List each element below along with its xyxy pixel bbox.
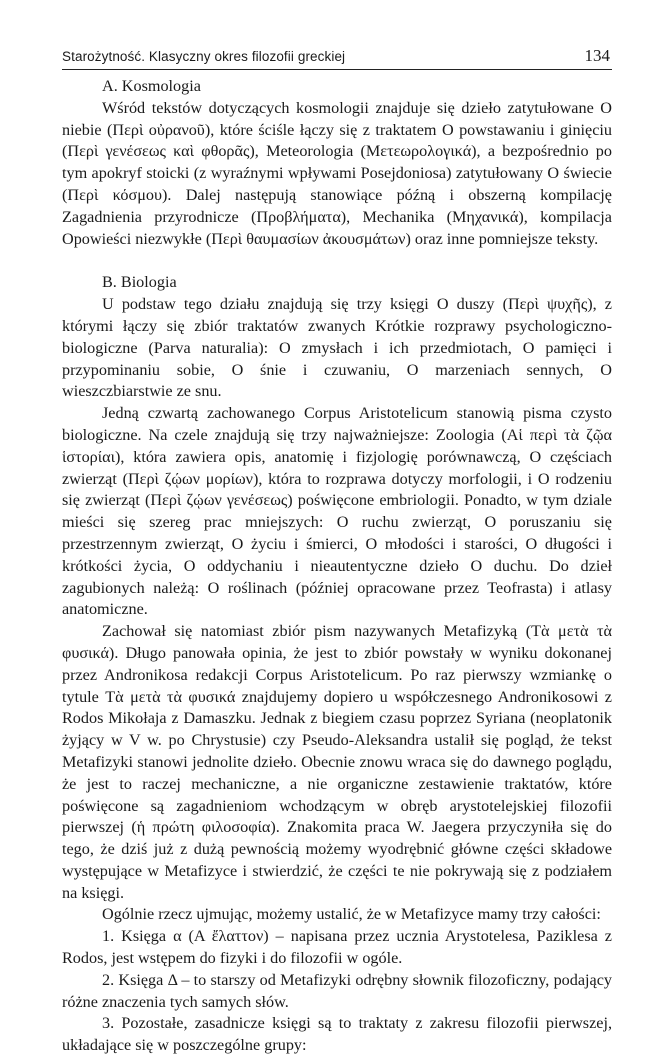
paragraph: Zachował się natomiast zbiór pism nazywanych Metafizyką (Τὰ μετὰ τὰ φυσικά). Długo panowała opinia, że jest to zbiór powstały w wyniku dokonanej przez Andronikosa redakcji Corpus Aristotelicum. Po raz pierwszy wzmiankę o tytule Τὰ μετὰ τὰ φυσικά znajdujemy dopiero u współczesnego Andronikosowi z Rodos Mikołaja z Damaszku. Jednak z biegiem czasu poprzez Syriana (neoplatonik żyjący w V w. po Chrystusie) czy Pseudo-Aleksandra ustalił się pogląd, że tekst Metafizyki stanowi jednolite dzieło. Obecnie znowu wraca się do dawnego poglądu, że jest to raczej mechaniczne, a nie organiczne zestawienie traktatów, które poświęcone są zagadnieniom wchodzącym w obręb arystotelejskiej filozofii pierwszej (ἡ πρώτη φιλοσοφία). Znakomita praca W. Jaegera przyczyniła się do tego, że dziś już z dużą pewnością możemy wyodrębnić główne części składowe występujące w Metafizyce i stwierdzić, że części te nie pokrywają się z podziałem na księgi.	[62, 622, 612, 902]
running-head	[62, 46, 610, 69]
metaphysics-list	[62, 926, 612, 1057]
list-item: 2. Księga Δ – to starszy od Metafizyki odrębny słownik filozoficzny, podający różne znaczenia tych samych słów.	[62, 970, 612, 1011]
section-gap	[62, 250, 612, 272]
body-text	[62, 76, 612, 1057]
paragraph: Jedną czwartą zachowanego Corpus Aristotelicum stanowią pisma czysto biologiczne. Na czele znajdują się trzy najważniejsze: Zoologia (Αἱ περὶ τὰ ζῷα ἱστορίαι), która zawiera opis, anatomię i fizjologię porównawczą, O częściach zwierząt (Περὶ ζῴων μορίων), która to rozprawa dotyczy morfologii, i O rodzeniu się zwierząt (Περὶ ζῴων γενέσεως) poświęcone embriologii. Ponadto, w tym dziale mieści się szereg prac mniejszych: O ruchu zwierząt, O poruszaniu się przestrzennym zwierząt, O życiu i śmierci, O młodości i starości, O długości i krótkości życia, O oddychaniu i nieautentyczne dzieło O duchu. Do dzieł zagubionych należą: O roślinach (później opracowane przez Teofrasta) i atlasy anatomiczne.	[62, 404, 612, 619]
page-number: 134	[584, 46, 610, 65]
header-rule	[62, 69, 612, 70]
section-heading-kosmologia: A. Kosmologia	[102, 77, 201, 95]
paragraph: Wśród tekstów dotyczących kosmologii znajduje się dzieło zatytułowane O niebie (Περὶ οὐρανοῦ), które ściśle łączy się z traktatem O powstawaniu i ginięciu (Περὶ γενέσεως καὶ φθορᾶς), Meteorologia (Μετεωρολογικά), a bezpośrednio po tym apokryf stoicki (z wyraźnymi wpływami Posejdoniosa) zatytułowany O świecie (Περὶ κόσμου). Dalej następują stanowiące późną i obszerną kompilację Zagadnienia przyrodnicze (Προβλήματα), Mechanika (Μηχανικά), kompilacja Opowieści niezwykłe (Περὶ θαυμασίων ἀκουσμάτων) oraz inne pomniejsze teksty.	[62, 98, 612, 248]
list-item: 3. Pozostałe, zasadnicze księgi są to traktaty z zakresu filozofii pierwszej, układające się w poszczególne grupy:	[62, 1014, 612, 1055]
running-head-title: Starożytność. Klasyczny okres filozofii greckiej	[62, 49, 346, 64]
paragraph: U podstaw tego działu znajdują się trzy księgi O duszy (Περὶ ψυχῆς), z którymi łączy się zbiór traktatów zwanych Krótkie rozprawy psychologiczno-biologiczne (Parva naturalia): O zmysłach i ich przedmiotach, O pamięci i przypominaniu sobie, O śnie i czuwaniu, O marzeniach sennych, O wieszczbiarstwie ze snu.	[62, 295, 612, 401]
list-item: 1. Księga α (A ἔλαττον) – napisana przez ucznia Arystotelesa, Paziklesa z Rodos, jest wstępem do fizyki i do filozofii w ogóle.	[62, 927, 612, 968]
paragraph: Ogólnie rzecz ujmując, możemy ustalić, że w Metafizyce mamy trzy całości:	[102, 905, 601, 924]
section-heading-biologia: B. Biologia	[102, 273, 177, 292]
